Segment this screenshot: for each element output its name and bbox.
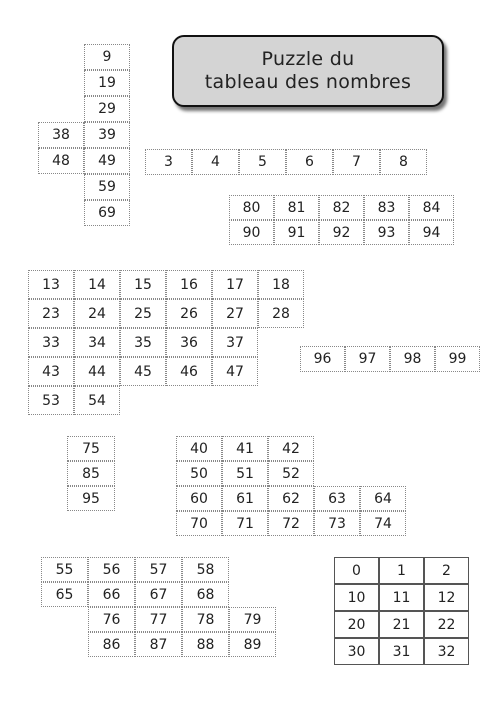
number-cell-14: 14 (74, 270, 120, 299)
number-cell-77: 77 (135, 607, 182, 632)
number-cell-75: 75 (67, 436, 115, 461)
number-cell-47: 47 (212, 357, 258, 386)
number-cell-48: 48 (38, 148, 84, 174)
number-cell-29: 29 (84, 96, 130, 122)
number-cell-89: 89 (229, 632, 276, 657)
number-cell-23: 23 (28, 299, 74, 328)
number-cell-49: 49 (84, 148, 130, 174)
number-cell-81: 81 (274, 195, 319, 220)
number-cell-9: 9 (84, 44, 130, 70)
number-cell-82: 82 (319, 195, 364, 220)
number-cell-28: 28 (258, 299, 304, 328)
number-cell-0: 0 (334, 557, 379, 584)
number-cell-39: 39 (84, 122, 130, 148)
number-cell-73: 73 (314, 511, 360, 536)
number-cell-43: 43 (28, 357, 74, 386)
number-cell-35: 35 (120, 328, 166, 357)
number-cell-65: 65 (41, 582, 88, 607)
number-cell-52: 52 (268, 461, 314, 486)
number-cell-68: 68 (182, 582, 229, 607)
number-cell-62: 62 (268, 486, 314, 511)
number-cell-88: 88 (182, 632, 229, 657)
number-cell-78: 78 (182, 607, 229, 632)
number-cell-8: 8 (380, 149, 427, 175)
number-cell-54: 54 (74, 386, 120, 415)
title-box (172, 35, 444, 107)
number-cell-32: 32 (424, 638, 469, 665)
number-cell-84: 84 (409, 195, 454, 220)
number-cell-31: 31 (379, 638, 424, 665)
number-cell-44: 44 (74, 357, 120, 386)
number-cell-64: 64 (360, 486, 406, 511)
number-cell-34: 34 (74, 328, 120, 357)
number-cell-97: 97 (345, 346, 390, 372)
number-cell-71: 71 (222, 511, 268, 536)
number-cell-3: 3 (145, 149, 192, 175)
number-cell-6: 6 (286, 149, 333, 175)
number-cell-17: 17 (212, 270, 258, 299)
number-cell-93: 93 (364, 220, 409, 245)
number-cell-85: 85 (67, 461, 115, 486)
number-cell-4: 4 (192, 149, 239, 175)
number-cell-74: 74 (360, 511, 406, 536)
number-cell-79: 79 (229, 607, 276, 632)
number-cell-92: 92 (319, 220, 364, 245)
number-cell-1: 1 (379, 557, 424, 584)
number-cell-46: 46 (166, 357, 212, 386)
number-cell-7: 7 (333, 149, 380, 175)
number-cell-91: 91 (274, 220, 319, 245)
number-cell-61: 61 (222, 486, 268, 511)
number-cell-57: 57 (135, 557, 182, 582)
number-cell-51: 51 (222, 461, 268, 486)
number-cell-27: 27 (212, 299, 258, 328)
number-cell-72: 72 (268, 511, 314, 536)
number-cell-13: 13 (28, 270, 74, 299)
title-line-2: tableau des nombres (204, 71, 412, 93)
number-cell-20: 20 (334, 611, 379, 638)
number-cell-83: 83 (364, 195, 409, 220)
number-cell-50: 50 (176, 461, 222, 486)
number-cell-90: 90 (229, 220, 274, 245)
number-cell-24: 24 (74, 299, 120, 328)
number-cell-58: 58 (182, 557, 229, 582)
number-cell-76: 76 (88, 607, 135, 632)
number-cell-56: 56 (88, 557, 135, 582)
number-cell-55: 55 (41, 557, 88, 582)
number-cell-37: 37 (212, 328, 258, 357)
number-cell-99: 99 (435, 346, 480, 372)
number-cell-70: 70 (176, 511, 222, 536)
number-cell-26: 26 (166, 299, 212, 328)
number-cell-21: 21 (379, 611, 424, 638)
number-cell-45: 45 (120, 357, 166, 386)
number-cell-41: 41 (222, 436, 268, 461)
number-cell-42: 42 (268, 436, 314, 461)
number-cell-87: 87 (135, 632, 182, 657)
number-cell-86: 86 (88, 632, 135, 657)
number-cell-60: 60 (176, 486, 222, 511)
number-cell-5: 5 (239, 149, 286, 175)
number-cell-53: 53 (28, 386, 74, 415)
title-line-1: Puzzle du (261, 48, 355, 70)
number-cell-25: 25 (120, 299, 166, 328)
number-cell-69: 69 (84, 200, 130, 226)
number-cell-33: 33 (28, 328, 74, 357)
number-cell-10: 10 (334, 584, 379, 611)
number-cell-36: 36 (166, 328, 212, 357)
number-cell-15: 15 (120, 270, 166, 299)
number-cell-94: 94 (409, 220, 454, 245)
number-cell-40: 40 (176, 436, 222, 461)
number-cell-66: 66 (88, 582, 135, 607)
number-cell-22: 22 (424, 611, 469, 638)
number-cell-2: 2 (424, 557, 469, 584)
number-cell-16: 16 (166, 270, 212, 299)
number-cell-12: 12 (424, 584, 469, 611)
number-cell-98: 98 (390, 346, 435, 372)
number-cell-30: 30 (334, 638, 379, 665)
number-cell-95: 95 (67, 486, 115, 511)
number-cell-38: 38 (38, 122, 84, 148)
number-cell-63: 63 (314, 486, 360, 511)
number-cell-18: 18 (258, 270, 304, 299)
number-cell-11: 11 (379, 584, 424, 611)
number-cell-96: 96 (300, 346, 345, 372)
number-cell-19: 19 (84, 70, 130, 96)
number-cell-59: 59 (84, 174, 130, 200)
number-cell-80: 80 (229, 195, 274, 220)
number-cell-67: 67 (135, 582, 182, 607)
